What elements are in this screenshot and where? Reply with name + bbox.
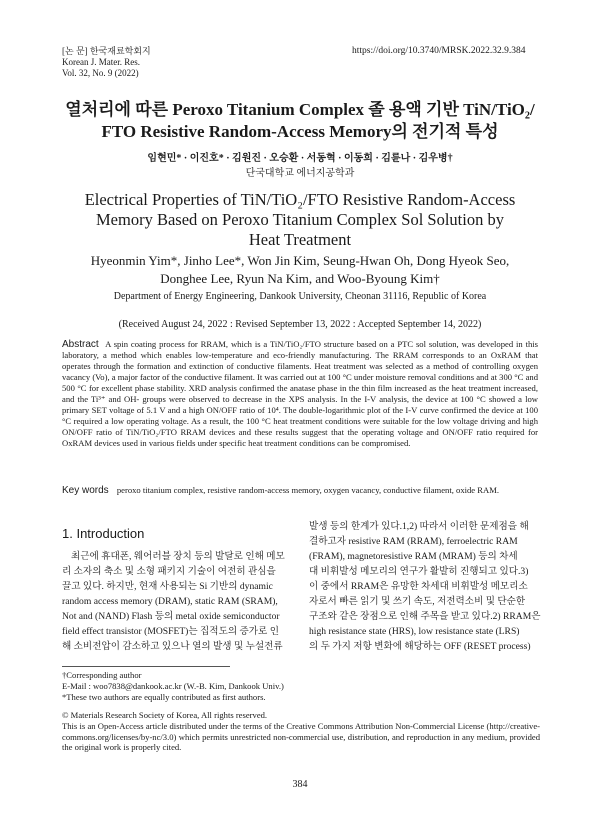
title-ko-line1: 열처리에 따른 Peroxo Titanium Complex 졸 용액 기반 TiN/TiO₂/ (65, 100, 535, 119)
doi-link[interactable]: https://doi.org/10.3740/MRSK.2022.32.9.384 (352, 46, 526, 56)
authors-en-line1: Hyeonmin Yim*, Jinho Lee*, Won Jin Kim, Seung-Hwan Oh, Dong Hyeok Seo, (90, 253, 510, 268)
right-col-line: 의 두 가지 저항 변화에 해당하는 OFF (RESET process) (309, 641, 531, 652)
title-ko-line2: FTO Resistive Random-Access Memory의 전기적 특성 (101, 122, 499, 141)
page-number: 384 (292, 779, 308, 790)
keywords-label: Key words (62, 485, 109, 496)
left-col-line: random access memory (DRAM), static RAM (SRAM), (62, 596, 278, 607)
right-col-line: 결하고자 resistive RAM (RRAM), ferroelectric RAM (309, 536, 518, 547)
abstract-label: Abstract (62, 339, 99, 350)
journal-name-ko: [논 문] 한국재료학회지 (62, 46, 151, 56)
footnote-email[interactable]: E-Mail : woo7838@dankook.ac.kr (W.-B. Kim, Dankook Univ.) (62, 681, 284, 691)
license-notice: This is an Open-Access article distributed under the terms of the Creative Commons Attribution Non-Commercial License (http://creative-commons.org/licenses/by-nc/3.0) which permits unrestricted non-commercial use, distribution, and reproduction in any medium, provided the original work is properly cited. (62, 721, 540, 752)
footnote-divider (62, 666, 230, 667)
left-col-line: 리 소자의 축소 및 소형 패키지 기술이 여전히 관심을 (62, 566, 276, 577)
title-en-line1: Electrical Properties of TiN/TiO₂/FTO Resistive Random-Access (84, 190, 516, 209)
copyright-notice: © Materials Research Society of Korea, All rights reserved. (62, 710, 268, 720)
left-column (62, 549, 292, 654)
journal-name-en: Korean J. Mater. Res. (62, 57, 140, 67)
footnote-corresponding: †Corresponding author (62, 670, 142, 680)
title-en-line3: Heat Treatment (248, 230, 352, 249)
right-col-line: 자로서 빠른 읽기 및 쓰기 속도, 저전력소비 및 단순한 (309, 596, 526, 607)
keywords (62, 485, 538, 496)
left-col-line: Not and (NAND) Flash 등의 metal oxide semiconductor (62, 611, 280, 622)
abstract-text: A spin coating process for RRAM, which is a TiN/TiO₂/FTO structure based on a PTC sol solution, was developed in this laboratory, a method which enables low-temperature and eco-friendly manufacturing. The RRAM corresponds to an OxRAM that operates through the formation and extinction of conductive filaments. Heat treatment was selected as a method of controlling oxygen vacancy (Vo), a major factor of the conductive filament. It was carried out at 100 °C under moisture removal conditions and at 300 °C and 500 °C for excellent phase stability. XRD analysis confirmed the anatase phase in the thin film increased as the heat treatment increased, and the Ti³⁺ and OH- groups were observed to decrease in the XPS analysis. In the I-V analysis, the device at 100 °C showed a low primary SET voltage of 5.1 V and a high ON/OFF ratio of 10⁴. The double-logarithmic plot of the I-V curve confirmed the device at 100 °C required a low operating voltage. As a result, the 100 °C heat treatment conditions were suitable for the low voltage driving and high ON/OFF ratio of TiN/TiO₂/FTO RRAM devices and these results suggest that the operating voltage and ON/OFF ratio required for OxRAM devices used in various fields under specific heat treatment conditions can be compromised. (62, 339, 538, 448)
right-col-line: (FRAM), magnetoresistive RAM (MRAM) 등의 차세 (309, 551, 518, 562)
authors-en-line2: Donghee Lee, Ryun Na Kim, and Woo-Byoung Kim† (160, 271, 440, 286)
right-col-line: high resistance state (HRS), low resistance state (LRS) (309, 626, 520, 637)
journal-volume: Vol. 32, No. 9 (2022) (62, 68, 139, 78)
abstract (62, 339, 538, 449)
received-dates: (Received August 24, 2022 : Revised September 13, 2022 : Accepted September 14, 2022) (118, 319, 482, 330)
right-col-line: 이 중에서 RRAM은 유망한 차세대 비휘발성 메모리소 (309, 581, 528, 592)
section-title: 1. Introduction (62, 526, 145, 541)
authors-ko: 임현민* · 이진호* · 김원진 · 오승환 · 서동혁 · 이동희 · 김륜나 · 김우병† (147, 153, 453, 164)
left-col-line: field effect transistor (MOSFET)는 집적도의 증가로 인 (62, 626, 279, 637)
right-column (309, 519, 541, 654)
right-col-line: 대 비휘발성 메모리의 연구가 활발히 진행되고 있다.3) (309, 566, 529, 577)
keywords-text: peroxo titanium complex, resistive random-access memory, oxygen vacancy, conductive filament, oxide RAM. (116, 485, 499, 495)
title-en-line2: Memory Based on Peroxo Titanium Complex Sol Solution by (96, 210, 504, 229)
affiliation-en: Department of Energy Engineering, Dankook University, Cheonan 31116, Republic of Korea (113, 291, 487, 302)
left-col-line: 끌고 있다. 하지만, 현재 사용되는 Si 기반의 dynamic (62, 581, 273, 592)
affiliation-ko: 단국대학교 에너지공학과 (245, 168, 355, 179)
right-col-line: 구조와 같은 장점으로 인해 주목을 받고 있다.2) RRAM은 (309, 611, 541, 622)
right-col-line: 발생 등의 한계가 있다.1,2) 따라서 이러한 문제점을 해 (309, 521, 529, 532)
left-col-line: 해 소비전압이 감소하고 있으나 열의 발생 및 누설전류 (62, 641, 283, 652)
left-col-line: 최근에 휴대폰, 웨어러블 장치 등의 발달로 인해 메모 (71, 551, 285, 562)
footnote-equal-contribution: *These two authors are equally contributed as first authors. (62, 692, 266, 702)
